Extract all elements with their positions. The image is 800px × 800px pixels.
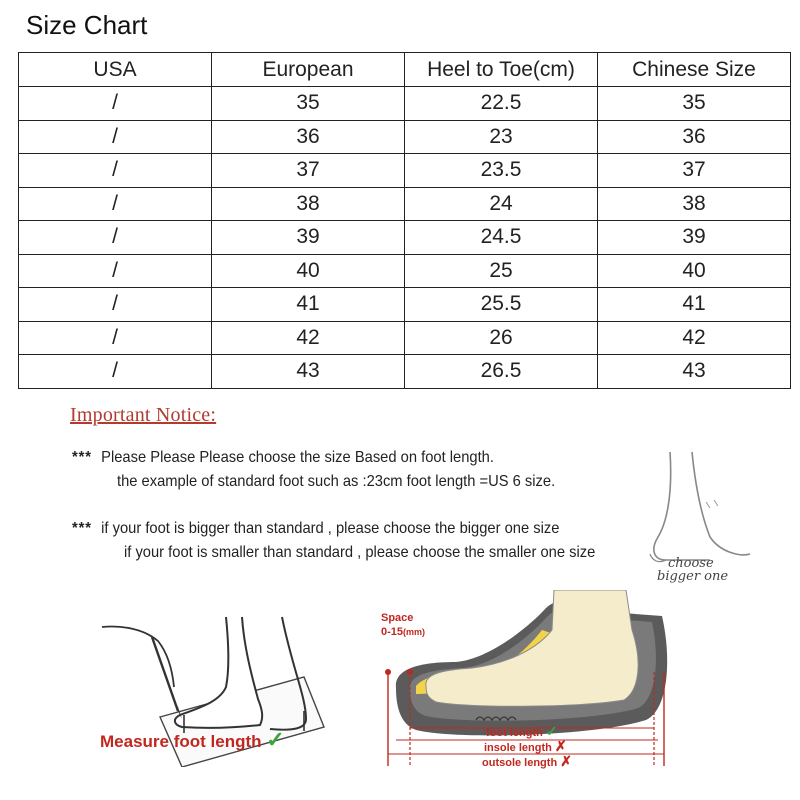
space-range-value: 0-15: [381, 626, 404, 638]
notice-line-1-text: Please Please Please choose the size Based on foot length.: [101, 449, 494, 466]
foot-length-text: foot length: [486, 727, 543, 739]
foot-caption-line-1: choose: [668, 556, 714, 571]
table-cell: 24: [405, 187, 598, 221]
table-cell: /: [19, 87, 212, 121]
notice-stars: ***: [72, 520, 92, 537]
table-cell: 38: [598, 187, 791, 221]
table-cell: 23: [405, 120, 598, 154]
space-range-unit: (mm): [403, 627, 426, 637]
column-header-heel-to-toe: Heel to Toe(cm): [405, 53, 598, 87]
table-cell: 42: [598, 321, 791, 355]
notice-line-3-text: if your foot is bigger than standard , please choose the bigger one size: [101, 520, 560, 537]
table-header-row: [19, 53, 791, 87]
notice-line-2: the example of standard foot such as :23cm foot length =US 6 size.: [117, 473, 556, 490]
table-cell: /: [19, 355, 212, 389]
table-row: [19, 87, 791, 121]
foot-caption-line-2: bigger one: [657, 569, 729, 584]
check-icon: ✓: [266, 727, 285, 752]
table-cell: 25.5: [405, 288, 598, 322]
cross-icon: ✗: [554, 738, 567, 754]
table-row: [19, 355, 791, 389]
notice-title: Important Notice:: [70, 404, 217, 426]
table-cell: /: [19, 187, 212, 221]
table-cell: 41: [212, 288, 405, 322]
table-cell: 35: [212, 87, 405, 121]
table-cell: /: [19, 321, 212, 355]
space-label: Space: [381, 612, 414, 624]
table-cell: /: [19, 120, 212, 154]
foot-sketch-illustration: [640, 442, 760, 572]
table-row: [19, 254, 791, 288]
important-notice: [0, 392, 800, 800]
table-cell: /: [19, 254, 212, 288]
column-header-usa: USA: [19, 53, 212, 87]
notice-stars: ***: [72, 449, 92, 466]
table-cell: 43: [598, 355, 791, 389]
table-row: [19, 288, 791, 322]
table-cell: 40: [212, 254, 405, 288]
cross-icon: ✗: [560, 753, 572, 769]
table-cell: /: [19, 154, 212, 188]
table-cell: 26: [405, 321, 598, 355]
measure-foot-label: [100, 727, 285, 753]
table-cell: 36: [212, 120, 405, 154]
table-cell: 43: [212, 355, 405, 389]
outsole-length-label: [482, 753, 572, 770]
page-title: Size Chart: [26, 10, 148, 40]
table-cell: 37: [212, 154, 405, 188]
table-cell: 39: [598, 221, 791, 255]
table-row: [19, 154, 791, 188]
table-cell: 23.5: [405, 154, 598, 188]
space-range: [381, 626, 425, 638]
table-cell: 41: [598, 288, 791, 322]
outsole-length-text: outsole length: [482, 757, 558, 769]
table-cell: /: [19, 221, 212, 255]
notice-line-4: if your foot is smaller than standard , please choose the smaller one size: [124, 544, 596, 561]
table-row: [19, 321, 791, 355]
table-cell: 42: [212, 321, 405, 355]
measure-foot-label-text: Measure foot length: [100, 732, 262, 751]
table-cell: 22.5: [405, 87, 598, 121]
notice-line-1: [72, 449, 494, 467]
table-cell: 40: [598, 254, 791, 288]
table-cell: 24.5: [405, 221, 598, 255]
table-cell: 35: [598, 87, 791, 121]
insole-length-text: insole length: [484, 742, 552, 754]
table-row: [19, 187, 791, 221]
table-cell: 39: [212, 221, 405, 255]
check-icon: ✓: [545, 723, 558, 739]
table-cell: 37: [598, 154, 791, 188]
table-cell: /: [19, 288, 212, 322]
column-header-european: European: [212, 53, 405, 87]
table-row: [19, 120, 791, 154]
table-cell: 36: [598, 120, 791, 154]
table-cell: 25: [405, 254, 598, 288]
size-table: [18, 52, 791, 389]
table-cell: 26.5: [405, 355, 598, 389]
table-cell: 38: [212, 187, 405, 221]
column-header-chinese-size: Chinese Size: [598, 53, 791, 87]
table-row: [19, 221, 791, 255]
notice-line-3: [72, 520, 559, 538]
